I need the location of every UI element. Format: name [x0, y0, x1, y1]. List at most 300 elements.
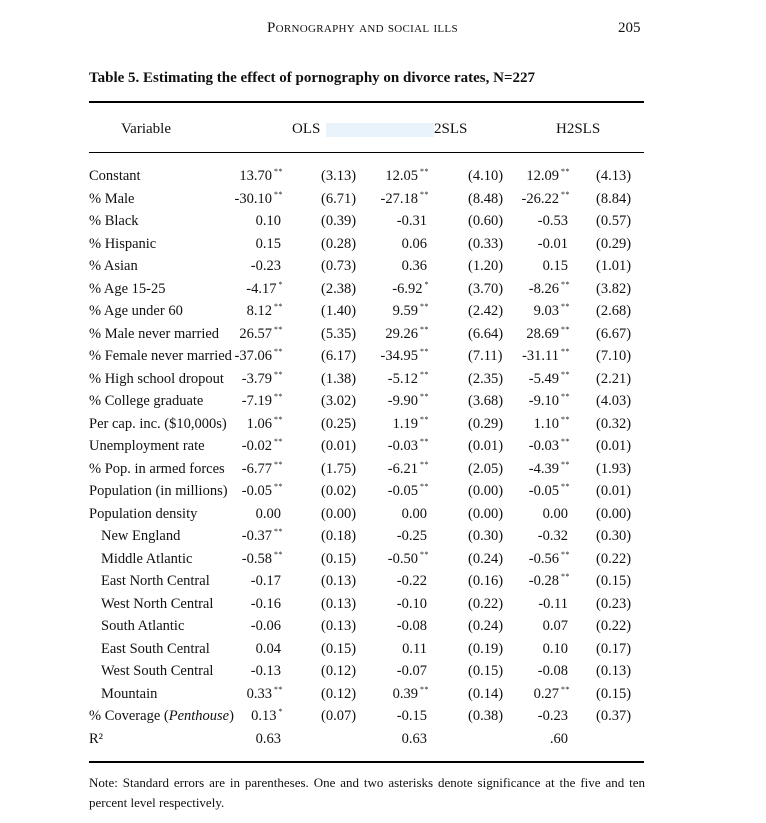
table-row	[0, 346, 766, 368]
table-row	[0, 301, 766, 323]
coef-value: -0.03	[528, 438, 559, 454]
coef-value: -0.22	[396, 573, 427, 589]
coef-2sls	[402, 729, 429, 751]
table-row	[0, 279, 766, 301]
significance-stars: **	[561, 189, 570, 199]
coef-ols	[235, 189, 283, 211]
se-2sls: (0.00)	[468, 483, 504, 499]
significance-stars: **	[274, 437, 283, 446]
coef-2sls	[388, 436, 429, 458]
se-ols: (0.25)	[321, 415, 357, 432]
table-row	[0, 594, 766, 616]
coef-value: -0.53	[537, 213, 568, 229]
coef-2sls	[385, 324, 429, 346]
se-ols: (0.13)	[321, 595, 357, 612]
coef-ols	[256, 729, 283, 751]
coef-value: -0.10	[396, 595, 427, 612]
significance-stars: **	[420, 459, 429, 469]
coef-h2sls	[529, 436, 570, 458]
coef-h2sls	[529, 279, 570, 301]
coef-value: -0.05	[241, 483, 272, 499]
coef-2sls	[397, 211, 429, 233]
se-ols: (1.40)	[321, 303, 357, 319]
se-ols: (0.02)	[321, 483, 357, 499]
significance-stars: **	[561, 482, 570, 491]
coef-value: -0.07	[396, 663, 427, 679]
se-ols: (0.07)	[321, 708, 357, 724]
significance-stars: **	[420, 482, 429, 491]
significance-stars: **	[420, 549, 429, 559]
coef-h2sls	[543, 256, 570, 278]
coef-ols	[247, 301, 283, 323]
significance-stars: **	[561, 347, 570, 356]
coef-value: -0.56	[528, 550, 559, 567]
coef-value: -0.31	[396, 213, 427, 229]
coef-value: 0.06	[401, 235, 427, 252]
se-h2sls: (0.01)	[596, 438, 632, 454]
coef-value: 28.69	[526, 325, 559, 342]
se-h2sls: (0.00)	[596, 505, 632, 522]
significance-stars: **	[561, 459, 570, 469]
significance-stars: **	[561, 572, 570, 581]
coef-h2sls	[529, 459, 570, 481]
coef-2sls	[397, 571, 429, 593]
se-h2sls: (0.37)	[596, 708, 632, 724]
coef-value: -0.32	[537, 528, 568, 544]
coef-2sls	[388, 549, 429, 571]
significance-stars: **	[561, 414, 570, 424]
significance-stars: **	[274, 302, 283, 311]
se-h2sls: (4.13)	[596, 168, 632, 184]
coef-ols	[235, 346, 283, 368]
row-label: Constant	[89, 168, 141, 184]
coef-value: -6.77	[241, 460, 272, 477]
coef-h2sls	[534, 301, 570, 323]
significance-stars: **	[274, 324, 283, 334]
coef-ols	[242, 436, 283, 458]
significance-stars: **	[274, 189, 283, 199]
se-2sls: (8.48)	[468, 190, 504, 207]
se-h2sls: (1.93)	[596, 460, 632, 477]
coef-h2sls	[534, 414, 570, 436]
se-h2sls: (0.22)	[596, 618, 632, 634]
coef-h2sls	[529, 391, 570, 413]
se-ols: (0.13)	[321, 573, 357, 589]
row-label: % Age under 60	[89, 303, 183, 319]
se-2sls: (4.10)	[468, 168, 504, 184]
se-2sls: (0.60)	[468, 213, 504, 229]
row-label: Middle Atlantic	[101, 550, 193, 567]
se-2sls: (0.33)	[468, 235, 504, 252]
coef-ols	[242, 481, 283, 503]
coef-value: 0.00	[542, 505, 568, 522]
coef-value: -7.19	[241, 393, 272, 409]
se-ols: (0.01)	[321, 438, 357, 454]
coef-2sls	[393, 301, 429, 323]
significance-stars: **	[274, 414, 283, 424]
row-label: % Pop. in armed forces	[89, 460, 225, 477]
coef-value: -0.25	[396, 528, 427, 544]
coef-value: -0.05	[387, 483, 418, 499]
coef-value: -0.08	[396, 618, 427, 634]
row-label: Unemployment rate	[89, 438, 205, 454]
coef-value: -0.11	[538, 595, 568, 612]
coef-h2sls	[526, 324, 570, 346]
coef-value: -0.02	[241, 438, 272, 454]
significance-stars: **	[561, 684, 570, 694]
se-h2sls: (0.23)	[596, 595, 632, 612]
coef-value: -0.50	[387, 550, 418, 567]
coef-ols	[251, 706, 283, 728]
row-label: % Hispanic	[89, 235, 157, 252]
coef-value: -0.16	[250, 595, 281, 612]
coef-ols	[256, 211, 283, 233]
coef-h2sls	[522, 346, 570, 368]
coef-ols	[242, 391, 283, 413]
coef-value: 13.70	[239, 168, 272, 184]
coef-h2sls	[538, 211, 570, 233]
coef-h2sls	[534, 684, 570, 706]
significance-stars: **	[561, 279, 570, 289]
row-label: New England	[101, 528, 181, 544]
coef-2sls	[397, 706, 429, 728]
significance-stars: **	[561, 324, 570, 334]
table-row	[0, 661, 766, 683]
se-ols: (6.71)	[321, 190, 357, 207]
se-h2sls: (2.68)	[596, 303, 632, 319]
se-ols: (0.18)	[321, 528, 357, 544]
table-row	[0, 391, 766, 413]
coef-value: 9.59	[392, 303, 418, 319]
significance-stars: **	[420, 369, 429, 379]
se-ols: (0.39)	[321, 213, 357, 229]
coef-ols	[239, 166, 283, 188]
se-2sls: (2.05)	[468, 460, 504, 477]
table-row	[0, 459, 766, 481]
significance-stars: **	[561, 369, 570, 379]
table-row	[0, 324, 766, 346]
coef-h2sls	[529, 571, 570, 593]
row-label: % Age 15-25	[89, 280, 166, 297]
coef-ols	[256, 504, 283, 526]
coef-h2sls	[529, 549, 570, 571]
significance-stars: **	[561, 167, 570, 176]
page-number: 205	[618, 20, 641, 36]
coef-2sls	[385, 166, 429, 188]
se-ols: (1.75)	[321, 460, 357, 477]
se-2sls: (0.19)	[468, 640, 504, 657]
table-row	[0, 414, 766, 436]
se-h2sls: (4.03)	[596, 393, 632, 409]
row-label: Population (in millions)	[89, 483, 228, 499]
significance-stars: **	[420, 392, 429, 401]
coef-value: 9.03	[533, 303, 559, 319]
coef-h2sls	[522, 189, 570, 211]
coef-value: 0.00	[255, 505, 281, 522]
coef-ols	[242, 526, 283, 548]
coef-ols	[239, 324, 283, 346]
se-ols: (0.28)	[321, 235, 357, 252]
significance-stars: **	[420, 167, 429, 176]
significance-stars: **	[420, 189, 429, 199]
se-h2sls: (2.21)	[596, 370, 632, 387]
coef-2sls	[402, 504, 429, 526]
coef-value: -6.92	[392, 280, 423, 297]
table-row	[0, 481, 766, 503]
row-label: Population density	[89, 505, 198, 522]
significance-stars: *	[278, 279, 283, 289]
se-ols: (5.35)	[321, 325, 357, 342]
coef-h2sls	[543, 504, 570, 526]
coef-value: -9.10	[528, 393, 559, 409]
se-h2sls: (0.22)	[596, 550, 632, 567]
row-label: % Asian	[89, 258, 138, 274]
se-2sls: (0.00)	[468, 505, 504, 522]
se-h2sls: (0.17)	[596, 640, 632, 657]
table-bottom-rule	[89, 761, 644, 763]
se-2sls: (0.24)	[468, 550, 504, 567]
table-row	[0, 526, 766, 548]
se-2sls: (1.20)	[468, 258, 504, 274]
se-2sls: (0.15)	[468, 663, 504, 679]
coef-2sls	[402, 639, 429, 661]
coef-value: 0.07	[542, 618, 568, 634]
row-label: % Male	[89, 190, 135, 207]
row-label: South Atlantic	[101, 618, 185, 634]
row-label: % Female never married	[89, 348, 232, 364]
se-ols: (0.73)	[321, 258, 357, 274]
table-row	[0, 166, 766, 188]
coef-h2sls	[529, 369, 570, 391]
table-row	[0, 729, 766, 751]
significance-stars: **	[274, 684, 283, 694]
se-2sls: (3.70)	[468, 280, 504, 297]
coef-2sls	[392, 279, 429, 301]
table-note: Note: Standard errors are in parentheses. One and two asterisks denote significance at the five and ten percent level respectively.	[89, 775, 645, 810]
row-label: West North Central	[101, 595, 214, 612]
se-ols: (0.15)	[321, 640, 357, 657]
row-label: West South Central	[101, 663, 214, 679]
coef-ols	[251, 256, 283, 278]
coef-ols	[247, 414, 283, 436]
significance-stars: **	[274, 527, 283, 536]
table-header-row	[0, 121, 766, 141]
se-h2sls: (0.30)	[596, 528, 632, 544]
table-row	[0, 571, 766, 593]
coef-2sls	[381, 346, 429, 368]
coef-ols	[251, 594, 283, 616]
coef-value: -0.05	[528, 483, 559, 499]
significance-stars: **	[561, 437, 570, 446]
significance-stars: **	[561, 549, 570, 559]
significance-stars: **	[274, 369, 283, 379]
coef-ols	[242, 549, 283, 571]
coef-ols	[251, 661, 283, 683]
coef-value: 0.10	[255, 213, 281, 229]
coef-2sls	[402, 234, 429, 256]
coef-value: -0.23	[250, 258, 281, 274]
se-2sls: (7.11)	[468, 348, 503, 364]
coef-2sls	[397, 616, 429, 638]
significance-stars: **	[274, 459, 283, 469]
se-2sls: (0.22)	[468, 595, 504, 612]
coef-value: -0.28	[528, 573, 559, 589]
coef-value: 0.15	[542, 258, 568, 274]
significance-stars: **	[420, 347, 429, 356]
se-ols: (3.13)	[321, 168, 357, 184]
se-ols: (3.02)	[321, 393, 357, 409]
row-label: % College graduate	[89, 393, 204, 409]
se-2sls: (0.24)	[468, 618, 504, 634]
coef-value: 8.12	[246, 303, 272, 319]
significance-stars: **	[274, 167, 283, 176]
coef-value: 29.26	[385, 325, 418, 342]
coef-h2sls	[529, 481, 570, 503]
se-h2sls: (3.82)	[596, 280, 632, 297]
se-ols: (6.17)	[321, 348, 357, 364]
se-h2sls: (8.84)	[596, 190, 632, 207]
significance-stars: **	[274, 549, 283, 559]
running-title: Pornography and social ills	[267, 20, 458, 36]
header-variable: Variable	[121, 121, 171, 137]
coef-h2sls	[538, 594, 570, 616]
coef-ols	[242, 369, 283, 391]
se-2sls: (2.35)	[468, 370, 504, 387]
se-h2sls: (1.01)	[596, 258, 632, 274]
coef-h2sls	[538, 234, 570, 256]
coef-value: -30.10	[234, 190, 272, 207]
coef-2sls	[388, 481, 429, 503]
coef-h2sls	[538, 661, 570, 683]
row-label: East North Central	[101, 573, 210, 589]
coef-value: -0.23	[537, 708, 568, 724]
se-h2sls: (0.29)	[596, 235, 632, 252]
row-label: % High school dropout	[89, 370, 224, 387]
coef-2sls	[388, 391, 429, 413]
header-h2sls: H2SLS	[556, 121, 601, 137]
coef-value: 26.57	[239, 325, 272, 342]
significance-stars: **	[561, 302, 570, 311]
coef-value: -31.11	[522, 348, 559, 364]
coef-value: -0.15	[396, 708, 427, 724]
coef-value: 12.05	[385, 168, 418, 184]
table-row	[0, 549, 766, 571]
se-2sls: (2.42)	[468, 303, 504, 319]
table-row	[0, 684, 766, 706]
significance-stars: **	[420, 437, 429, 446]
coef-value: -37.06	[234, 348, 272, 364]
coef-value: -27.18	[380, 190, 418, 207]
table-row	[0, 436, 766, 458]
coef-value: -4.39	[528, 460, 559, 477]
se-h2sls: (7.10)	[596, 348, 632, 364]
table-row	[0, 189, 766, 211]
coef-2sls	[402, 256, 429, 278]
coef-value: 0.33	[246, 685, 272, 702]
coef-value: -8.26	[528, 280, 559, 297]
coef-h2sls	[526, 166, 570, 188]
se-2sls: (3.68)	[468, 393, 504, 409]
coef-2sls	[397, 661, 429, 683]
se-2sls: (0.29)	[468, 415, 504, 432]
coef-value: -3.79	[241, 370, 272, 387]
coef-value: -4.17	[246, 280, 277, 297]
se-ols: (0.15)	[321, 550, 357, 567]
coef-value: -0.06	[250, 618, 281, 634]
table-caption: Table 5. Estimating the effect of pornography on divorce rates, N=227	[89, 70, 536, 86]
coef-value: 1.06	[246, 415, 272, 432]
table-top-rule	[89, 101, 644, 103]
coef-2sls	[397, 526, 429, 548]
coef-h2sls	[538, 526, 570, 548]
coef-value: -0.58	[241, 550, 272, 567]
se-h2sls: (6.67)	[596, 325, 632, 342]
coef-2sls	[393, 684, 429, 706]
table-row	[0, 639, 766, 661]
significance-stars: **	[274, 392, 283, 401]
se-h2sls: (0.57)	[596, 213, 632, 229]
coef-ols	[251, 571, 283, 593]
header-ols: OLS	[292, 121, 321, 137]
coef-2sls	[388, 459, 429, 481]
coef-value: 0.00	[401, 505, 427, 522]
se-ols: (0.12)	[321, 663, 357, 679]
significance-stars: **	[561, 392, 570, 401]
coef-2sls	[381, 189, 429, 211]
coef-value: -5.49	[528, 370, 559, 387]
se-h2sls: (0.15)	[596, 685, 632, 702]
coef-value: -26.22	[521, 190, 559, 207]
coef-value: .60	[549, 730, 568, 747]
se-h2sls: (0.13)	[596, 663, 632, 679]
significance-stars: **	[420, 324, 429, 334]
se-2sls: (0.30)	[468, 528, 504, 544]
coef-h2sls	[543, 616, 570, 638]
se-ols: (0.13)	[321, 618, 357, 634]
se-ols: (2.38)	[321, 280, 357, 297]
se-2sls: (0.01)	[468, 438, 504, 454]
coef-value: 0.15	[255, 235, 281, 252]
coef-value: 0.27	[533, 685, 559, 702]
coef-value: -0.01	[537, 235, 568, 252]
row-label: % Coverage (Penthouse)	[89, 708, 234, 724]
row-label: Mountain	[101, 685, 158, 702]
se-2sls: (6.64)	[468, 325, 504, 342]
row-label: R²	[89, 730, 104, 747]
coef-value: -9.90	[387, 393, 418, 409]
significance-stars: *	[278, 707, 283, 716]
coef-2sls	[388, 369, 429, 391]
se-ols: (0.00)	[321, 505, 357, 522]
header-2sls: 2SLS	[434, 121, 468, 137]
coef-value: 0.11	[402, 640, 427, 657]
coef-ols	[246, 279, 283, 301]
se-h2sls: (0.32)	[596, 415, 632, 432]
significance-stars: **	[420, 302, 429, 311]
coef-2sls	[397, 594, 429, 616]
coef-value: -5.12	[387, 370, 418, 387]
table-row	[0, 504, 766, 526]
row-label: East South Central	[101, 640, 210, 657]
table-row	[0, 616, 766, 638]
se-h2sls: (0.15)	[596, 573, 632, 589]
coef-value: 1.19	[392, 415, 418, 432]
coef-value: 12.09	[526, 168, 559, 184]
se-h2sls: (0.01)	[596, 483, 632, 499]
coef-value: -0.08	[537, 663, 568, 679]
row-label: % Black	[89, 213, 139, 229]
se-ols: (1.38)	[321, 370, 357, 387]
